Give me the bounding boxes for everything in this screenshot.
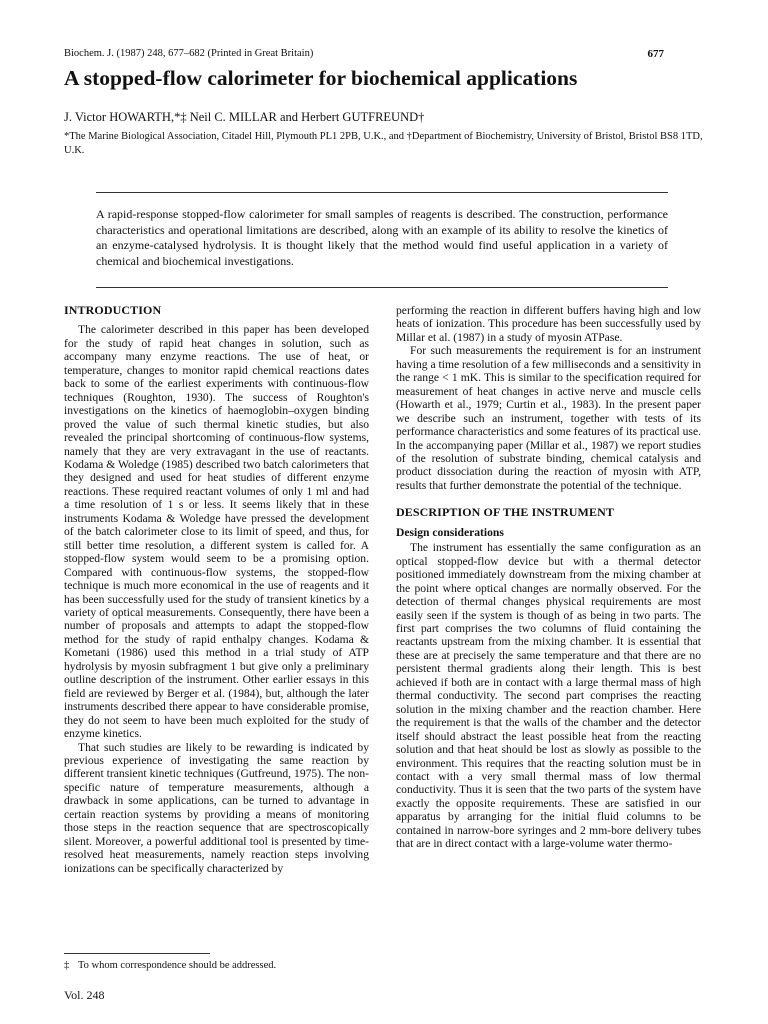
journal-reference: Biochem. J. (1987) 248, 677–682 (Printed in Great Britain) [64, 48, 314, 59]
paper-title: A stopped-flow calorimeter for biochemical applications [64, 66, 578, 90]
footnote-marker: ‡ [64, 960, 70, 971]
abstract: A rapid-response stopped-flow calorimeter for small samples of reagents is described. The construction, performance characteristics and operational limitations are described, along with an example of its ability to resolve the kinetics of an enzyme-catalysed hydrolysis. It is thought likely that the method would find useful application in a variety of chemical and biochemical investigations. [96, 207, 668, 268]
page-number: 677 [647, 48, 664, 60]
paragraph: That such studies are likely to be rewarding is indicated by previous experience of investigating the same reaction by different transient kinetic techniques (Gutfreund, 1975). The non-specific nature of temperature measurements, although a drawback in some applications, can be turned to advantage in certain reaction systems by providing a means of monitoring those steps in the reaction sequence that are spectroscopically silent. Moreover, a powerful additional tool is presented by time-resolved heat measurements, namely reaction steps involving ionizations can be specifically characterized by [64, 740, 369, 875]
footnote [64, 960, 276, 971]
volume-label: Vol. 248 [64, 988, 105, 1002]
footnote-rule [64, 953, 210, 954]
paragraph: The instrument has essentially the same configuration as an optical stopped-flow device but with a thermal detector positioned immediately downstream from the mixing chamber at the point where optical changes are normally observed. For the detection of thermal changes physical requirements are most easily seen if the system is though of as being in two parts. The first part comprises the two columns of fluid containing the reactants upstream from the mixing chamber. It is essential that these are at precisely the same temperature and that there are no persistent thermal gradients along their length. This is best achieved if both are in contact with a large thermal mass of high thermal conductivity. The second part comprises the reacting solution in the mixing chamber and the reaction chamber. Here the requirement is that the walls of the chamber and the detector itself should abstract the least possible heat from the reacting solution and that heat should be lost as slowly as possible to the environment. This requires that the reacting solution must be in contact with a very small thermal mass of low thermal conductivity. Thus it is seen that the two parts of the system have exactly the opposite requirements. These are satisfied in our apparatus by arranging for the initial fluid columns to be contained in narrow-bore syringes and 2 mm-bore delivery tubes that are in direct contact with a large-volume water thermo- [396, 541, 701, 851]
paragraph: The calorimeter described in this paper has been developed for the study of rapid heat changes in solution, such as accompany many enzyme reactions. The use of heat, or temperature, changes to monitor rapid chemical reactions dates back to some of the earliest experiments with continuous-flow techniques (Roughton, 1930). The success of Roughton's investigations on the kinetics of haemoglobin–oxygen binding proved the value of such thermal kinetic studies, but also revealed the principal shortcoming of continuous-flow systems, namely that they are very extravagant in the use of reactants. Kodama & Woledge (1985) described two batch calorimeters that they designed and used for heat studies of different enzyme reactions. These required reactant volumes of only 1 ml and had a time resolution of 1 s or less. It seems likely that in these instruments Kodama & Woledge have pressed the development of the batch calorimeter close to its limit of speed, and thus, for still better time resolution, a different system is called for. A stopped-flow system would seem to be a promising option. Compared with continuous-flow systems, the stopped-flow technique is much more economical in the use of reagents and it has been successfully used for the study of transient kinetics by a variety of optical measurements. Consequently, there have been a number of proposals and attempts to adapt the stopped-flow method for the study of rapid enthalpy changes. Kodama & Kometani (1986) used this method in a trial study of ATP hydrolysis by myosin subfragment 1 but give only a preliminary outline description of the instrument. Other earlier essays in this field are reviewed by Berger et al. (1984), but, although the later instruments described there appear to have considerable promise, they do not seem to have been much exploited for the study of enzyme kinetics. [64, 323, 369, 741]
footnote-text: To whom correspondence should be addressed. [78, 960, 277, 971]
subsection-heading: Design considerations [396, 525, 504, 539]
section-heading-description: DESCRIPTION OF THE INSTRUMENT [396, 505, 614, 520]
left-column [64, 304, 369, 875]
spacer [396, 492, 701, 506]
section-heading-introduction: INTRODUCTION [64, 303, 162, 317]
right-column [396, 304, 701, 851]
abstract-bottom-rule [96, 287, 668, 288]
abstract-top-rule [96, 192, 668, 193]
affiliations: *The Marine Biological Association, Citadel Hill, Plymouth PL1 2PB, U.K., and †Department of Biochemistry, University of Bristol, Bristol BS8 1TD, U.K. [64, 131, 703, 156]
author-list: J. Victor HOWARTH,*‡ Neil C. MILLAR and Herbert GUTFREUND† [64, 110, 425, 124]
paragraph: For such measurements the requirement is for an instrument having a time resolution of a few milliseconds and a sensitivity in the range < 1 mK. This is similar to the specification required for measurement of heat changes in active nerve and muscle cells (Howarth et al., 1979; Curtin et al., 1983). In the present paper we describe such an instrument, together with tests of its performance characteristics and some features of its practical use. In the accompanying paper (Millar et al., 1987) we report studies of the resolution of substrate binding, chemical catalysis and product dissociation during the reaction of myosin with ATP, results that further demonstrate the potential of the technique. [396, 344, 701, 492]
paragraph: performing the reaction in different buffers having high and low heats of ionization. This procedure has been successfully used by Millar et al. (1987) in a study of myosin ATPase. [396, 304, 701, 344]
